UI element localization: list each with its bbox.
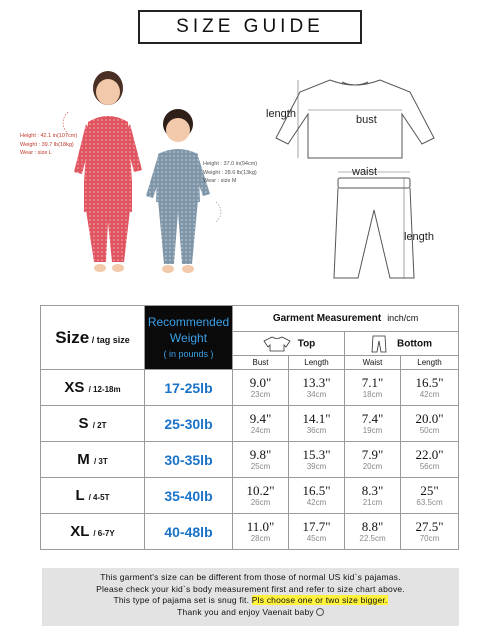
bottom-length-cell: 22.0" 56cm [401, 442, 459, 478]
note-line-2: Please check your kid`s body measurement first and refer to size chart above. [96, 583, 405, 594]
fit-note [42, 568, 459, 626]
note-line-1: This garment's size can be different from those of normal US kid`s pajamas. [100, 572, 401, 582]
waist-cell: 7.1" 18cm [345, 370, 401, 406]
note-line-4 [42, 607, 459, 619]
bust-cell: 9.8" 25cm [233, 442, 289, 478]
garment-measurement-header [233, 306, 459, 332]
waist-label: waist [352, 166, 378, 178]
size-cell: L / 4-5T [41, 478, 145, 514]
size-header [41, 306, 145, 370]
table-row [41, 406, 459, 442]
boy-weight: Weight : 28.6 lb(13kg) [203, 169, 257, 176]
recommended-weight-header [145, 306, 233, 370]
size-cell: XS / 12-18m [41, 370, 145, 406]
size-header-sub: / tag size [91, 334, 130, 345]
top-label: Top [297, 338, 316, 350]
boy-measurements [203, 160, 257, 186]
boy-wear: Wear : size M [203, 178, 237, 184]
note-highlight: Pls choose one or two size bigger. [251, 595, 388, 605]
col-top-length: Length [289, 356, 345, 370]
weight-cell: 35-40lb [145, 478, 233, 514]
table-row [41, 370, 459, 406]
bottom-length-cell: 25" 63.5cm [401, 478, 459, 514]
note-line-3a: This type of pajama set is snug fit. [113, 595, 252, 605]
size-table-wrap [40, 305, 458, 550]
top-length-label: length [266, 108, 296, 120]
gm-label: Garment Measurement [272, 313, 382, 324]
girl-height: Height : 42.1 in(107cm) [20, 133, 78, 139]
weight-cell: 30-35lb [145, 442, 233, 478]
size-cell: S / 2T [41, 406, 145, 442]
bottom-diagram [334, 172, 414, 278]
boy-height: Height : 37.0 in(94cm) [203, 161, 258, 167]
garment-diagrams [262, 60, 492, 300]
size-cell: XL / 6-7Y [41, 514, 145, 550]
girl-measurements [20, 132, 77, 158]
models-photo [20, 62, 258, 292]
col-bust: Bust [233, 356, 289, 370]
waist-cell: 8.8" 22.5cm [345, 514, 401, 550]
bottom-header [345, 332, 459, 356]
waist-cell: 7.9" 20cm [345, 442, 401, 478]
weight-cell: 25-30lb [145, 406, 233, 442]
bust-cell: 9.0" 23cm [233, 370, 289, 406]
rec-line3: ( in pounds ) [163, 348, 214, 359]
bottom-length-cell: 16.5" 42cm [401, 370, 459, 406]
table-row [41, 478, 459, 514]
size-table [40, 305, 459, 550]
gm-unit: inch/cm [387, 313, 419, 323]
weight-cell: 17-25lb [145, 370, 233, 406]
note-line-3 [42, 595, 459, 607]
table-row [41, 442, 459, 478]
col-bottom-length: Length [401, 356, 459, 370]
top-length-cell: 14.1" 36cm [289, 406, 345, 442]
rec-line1: Recommended [147, 314, 230, 329]
bottom-label: Bottom [397, 338, 432, 350]
size-cell: M / 3T [41, 442, 145, 478]
page-title: SIZE GUIDE [138, 10, 362, 44]
top-length-cell: 16.5" 42cm [289, 478, 345, 514]
garment-drawing [262, 60, 492, 300]
note-line-4-text: Thank you and enjoy Vaenait baby [177, 606, 314, 617]
top-header [233, 332, 345, 356]
bottom-length-cell: 20.0" 50cm [401, 406, 459, 442]
girl-wear: Wear : size L [20, 150, 52, 156]
table-row [41, 514, 459, 550]
rec-line2: Weight [169, 330, 208, 345]
smiley-icon [316, 608, 324, 616]
col-waist: Waist [345, 356, 401, 370]
bottom-length-cell: 27.5" 70cm [401, 514, 459, 550]
size-header-label: Size [55, 327, 90, 347]
pants-icon [371, 335, 387, 353]
bust-cell: 11.0" 28cm [233, 514, 289, 550]
top-length-cell: 15.3" 39cm [289, 442, 345, 478]
top-length-cell: 17.7" 45cm [289, 514, 345, 550]
bust-label: bust [356, 114, 377, 126]
bust-cell: 9.4" 24cm [233, 406, 289, 442]
girl-model [74, 71, 142, 272]
boy-model [146, 109, 210, 273]
top-length-cell: 13.3" 34cm [289, 370, 345, 406]
bust-cell: 10.2" 26cm [233, 478, 289, 514]
shirt-icon [262, 336, 292, 352]
weight-cell: 40-48lb [145, 514, 233, 550]
waist-cell: 8.3" 21cm [345, 478, 401, 514]
girl-weight: Weight : 39.7 lb(18kg) [20, 141, 74, 148]
top-diagram [276, 80, 434, 158]
bottom-length-label: length [404, 231, 434, 243]
waist-cell: 7.4" 19cm [345, 406, 401, 442]
